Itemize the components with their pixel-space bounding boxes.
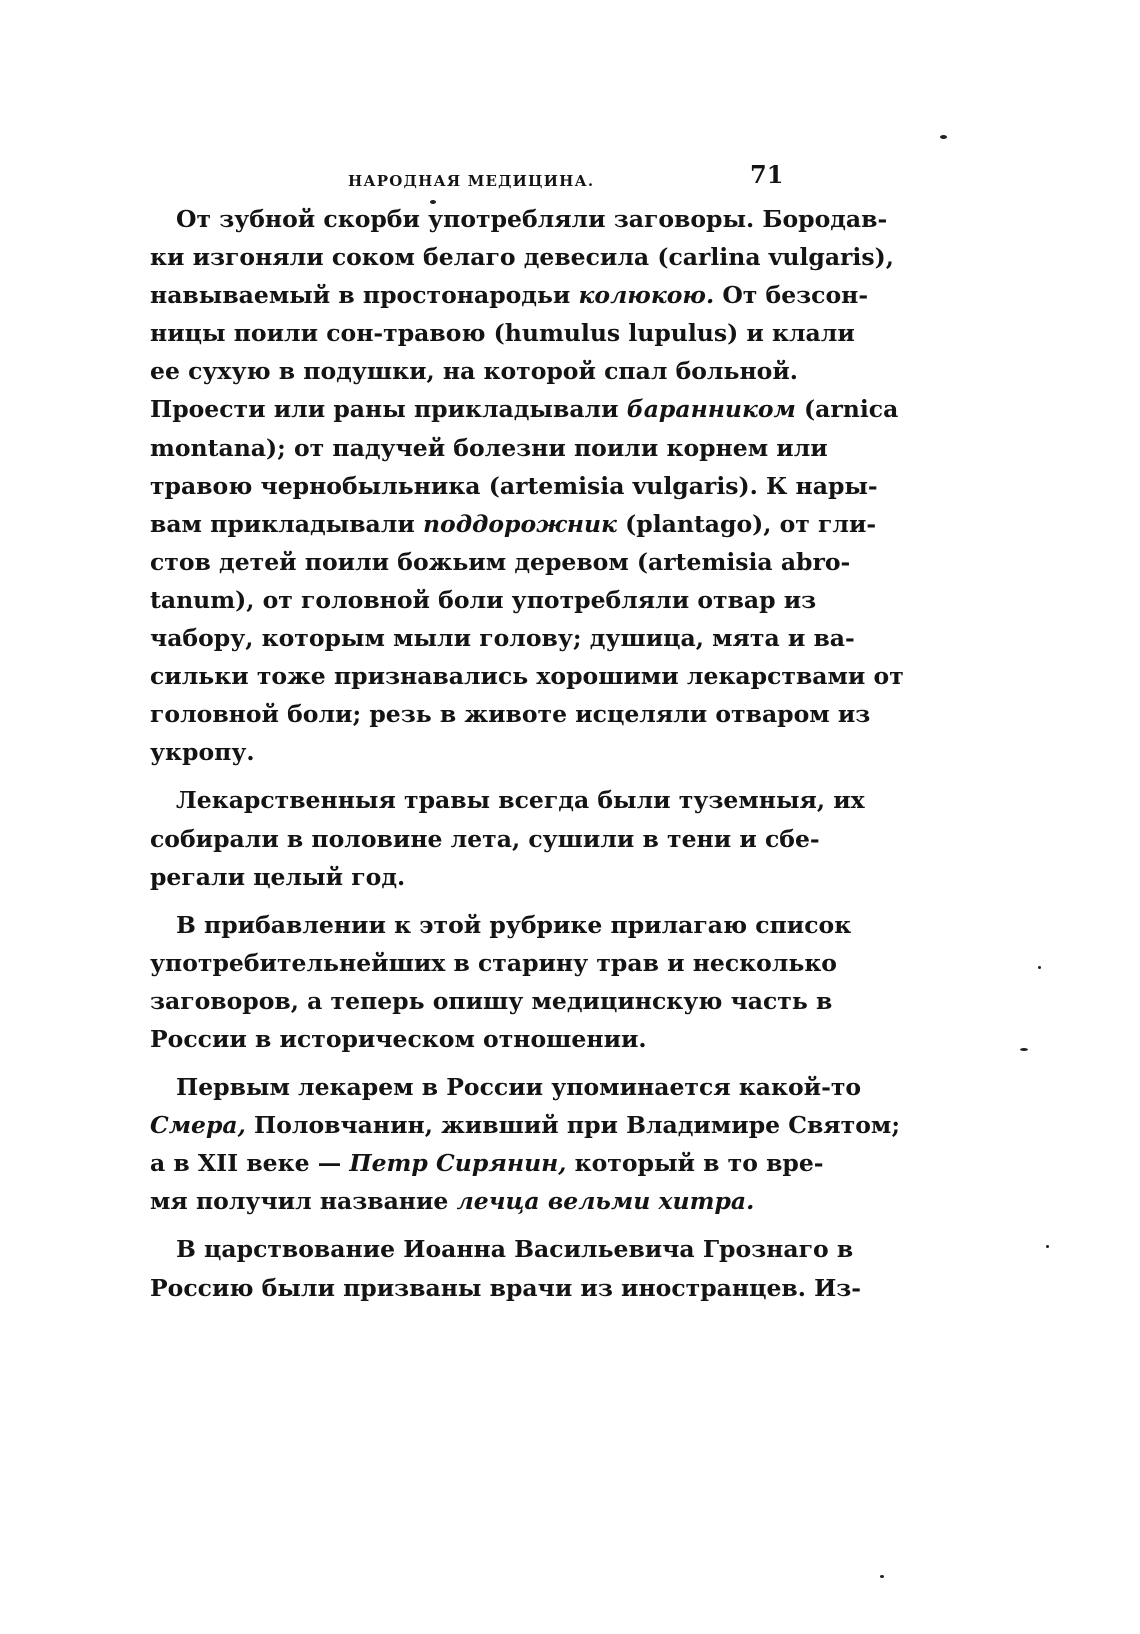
text-line: [150, 619, 855, 657]
text-run: травою чернобыльника (artemisia vulgaris). К нары-: [150, 471, 878, 500]
body-text: [150, 200, 904, 1307]
text-run: России в историческом отношении.: [150, 1024, 647, 1053]
scan-speck: [880, 1575, 884, 1578]
text-line: [150, 906, 852, 944]
scan-speck: [940, 135, 947, 139]
text-run: головной боли; резь в животе исцеляли отваром из: [150, 700, 871, 729]
text-line: [150, 505, 877, 543]
text-line: [150, 1068, 862, 1106]
text-run: От зубной скорби употребляли заговоры. Бородав-: [176, 205, 888, 233]
text-line: [150, 276, 869, 314]
page-number: 71: [750, 160, 784, 189]
italic-term: лечца вельми хитра.: [456, 1187, 755, 1216]
text-line: [150, 1020, 790, 1058]
text-line: [150, 695, 871, 733]
text-run: а в XII веке —: [150, 1149, 350, 1178]
text-line: [150, 200, 888, 238]
scan-speck: [1038, 966, 1041, 969]
text-line: [150, 1230, 854, 1268]
paragraph: [150, 1068, 900, 1220]
paragraph: [150, 906, 852, 1058]
text-run: От безсон-: [714, 281, 869, 310]
text-line: [150, 657, 904, 695]
paragraph: [150, 200, 904, 771]
text-run: В прибавлении к этой рубрике прилагаю список: [176, 910, 852, 939]
italic-term: баранником: [626, 395, 796, 424]
text-line: [150, 1182, 790, 1220]
text-run: Половчанин, живший при Владимире Святом;: [245, 1111, 900, 1140]
book-page: [150, 160, 904, 1307]
scan-speck: [430, 200, 436, 204]
text-run: употребительнейших в старину трав и несколько: [150, 948, 837, 977]
text-run: tanum), от головной боли употребляли отвар из: [150, 585, 817, 614]
text-line: [150, 1269, 862, 1307]
text-line: [150, 429, 828, 467]
italic-term: Смера,: [150, 1111, 246, 1140]
paragraph: [150, 781, 865, 895]
text-line: [150, 467, 878, 505]
text-line: [150, 820, 820, 858]
text-line: [150, 1106, 900, 1144]
text-run: Лекарственныя травы всегда были туземныя, их: [176, 786, 865, 815]
text-line: [150, 858, 790, 896]
text-run: Россию были призваны врачи из иностранцев. Из-: [150, 1273, 862, 1302]
running-title: НАРОДНАЯ МЕДИЦИНА.: [348, 172, 595, 190]
text-run: ки изгоняли соком белаго девесила (carlina vulgaris),: [150, 243, 894, 272]
text-run: чабору, которым мыли голову; душица, мята и ва-: [150, 624, 855, 653]
text-line: [150, 314, 855, 352]
text-run: который в то вре-: [566, 1149, 824, 1178]
scan-speck: [1046, 1245, 1049, 1248]
text-run: (arnica: [795, 395, 899, 424]
text-line: [150, 238, 894, 276]
text-line: [150, 944, 837, 982]
text-run: ницы поили сон-травою (humulus lupulus) и клали: [150, 319, 855, 348]
text-run: Проести или раны прикладывали: [150, 395, 627, 424]
text-line: [150, 733, 790, 771]
paragraph: [150, 1230, 862, 1306]
italic-term: колюкою.: [578, 281, 715, 310]
text-run: укропу.: [150, 738, 255, 767]
scan-speck: [1020, 1048, 1028, 1051]
text-run: мя получил название: [150, 1187, 457, 1216]
text-run: вам прикладывали: [150, 509, 423, 538]
text-run: сильки тоже признавались хорошими лекарствами от: [150, 662, 904, 691]
text-run: Первым лекарем в России упоминается какой-то: [176, 1073, 862, 1102]
text-line: [150, 390, 899, 428]
text-run: ее сухую в подушки, на которой спал больной.: [150, 357, 798, 386]
text-run: montana); от падучей болезни поили корнем или: [150, 433, 828, 462]
text-run: заговоров, а теперь опишу медицинскую часть в: [150, 986, 833, 1015]
text-run: (plantago), от гли-: [616, 509, 877, 538]
italic-term: Петр Сирянин,: [349, 1149, 567, 1178]
text-line: [150, 543, 851, 581]
text-run: собирали в половине лета, сушили в тени и сбе-: [150, 824, 820, 853]
text-line: [150, 982, 833, 1020]
text-run: навываемый в простонародьи: [150, 281, 579, 310]
text-run: стов детей поили божьим деревом (artemisia abro-: [150, 547, 851, 576]
text-line: [150, 581, 817, 619]
text-line: [150, 1144, 824, 1182]
text-run: В царствование Иоанна Васильевича Грознаго в: [176, 1235, 854, 1264]
italic-term: поддорожник: [422, 509, 617, 538]
text-line: [150, 781, 865, 819]
text-run: регали целый год.: [150, 862, 406, 891]
text-line: [150, 352, 798, 390]
running-head: [150, 160, 790, 200]
